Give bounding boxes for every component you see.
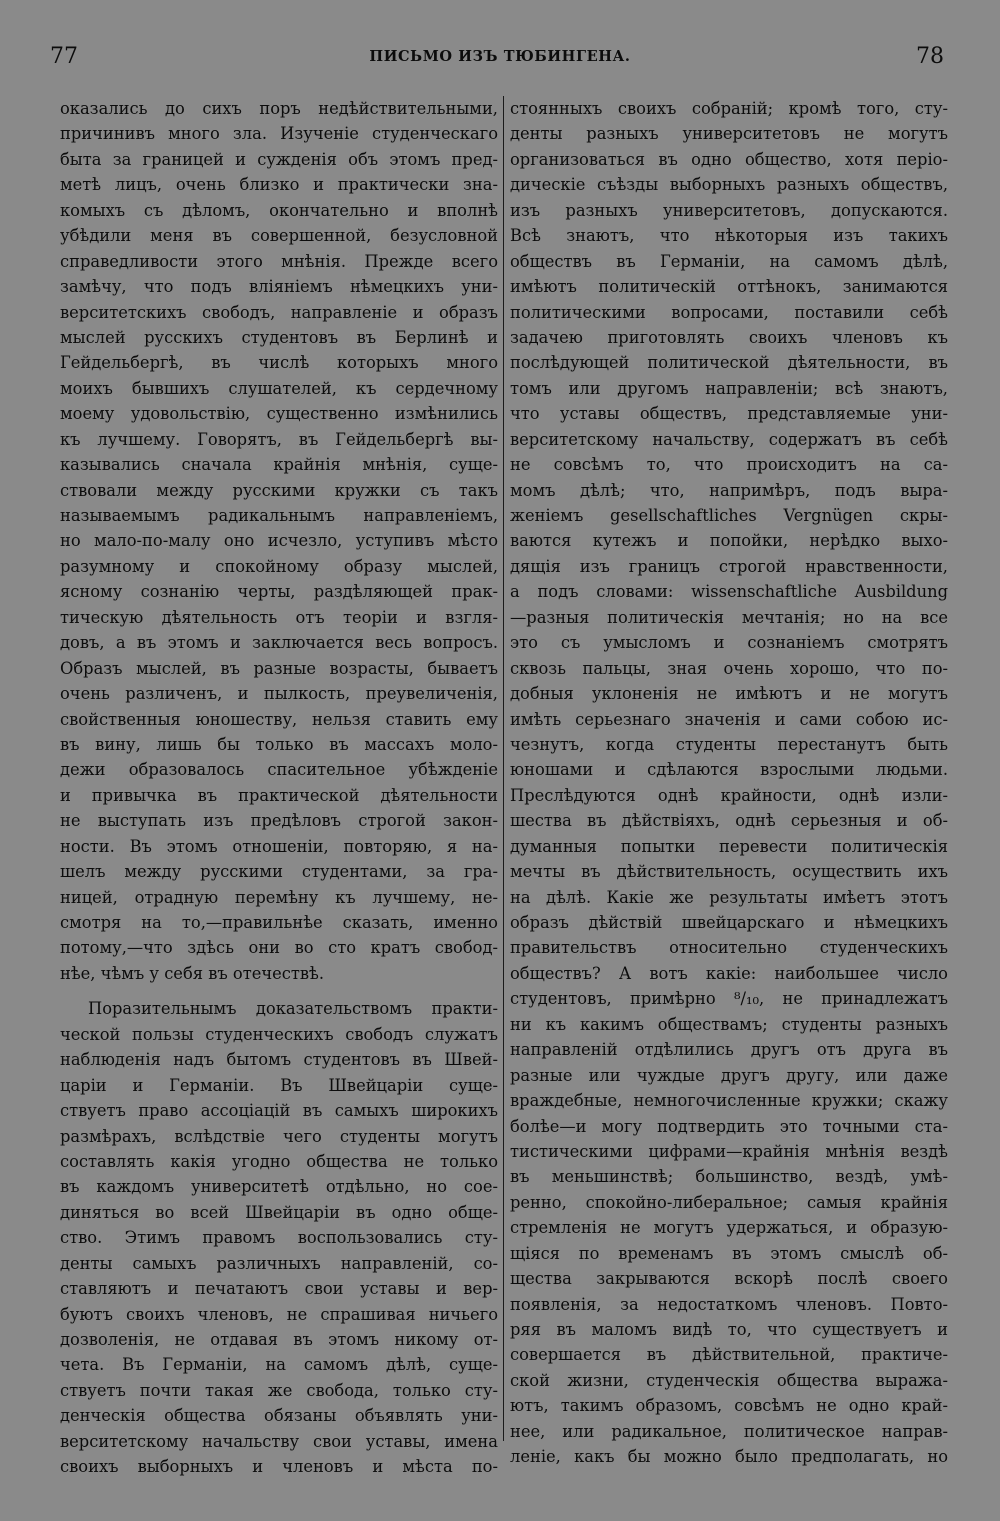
text-line: смотря на то,—правильнѣе сказать, именно	[60, 913, 498, 932]
text-line: имѣютъ политическій оттѣнокъ, занимаются	[510, 277, 948, 297]
text-line: мечты въ дѣйствительность, осуществить ихъ	[510, 862, 948, 882]
text-line: наблюденія надъ бытомъ студентовъ въ Швей-	[60, 1050, 498, 1070]
text-line: моему удовольствію, существенно измѣнились	[60, 404, 498, 424]
text-line: тическую дѣятельность отъ теоріи и взгля-	[60, 607, 498, 627]
text-line: Гейдельбергѣ, въ числѣ которыхъ много	[60, 353, 498, 373]
right-text-column	[510, 96, 948, 1470]
page-number-right: 78	[916, 44, 944, 69]
text-line: верситетскому начальству свои уставы, имена	[60, 1431, 498, 1451]
text-line: не совсѣмъ то, что происходитъ на са-	[510, 455, 948, 475]
text-line: мыслей русскихъ студентовъ въ Берлинѣ и	[60, 327, 498, 347]
text-line: казывались сначала крайнія мнѣнія, суще-	[60, 455, 498, 475]
text-line: —разныя политическія мечтанія; но на все	[510, 607, 948, 627]
text-line: размѣрахъ, вслѣдствіе чего студенты могутъ	[60, 1126, 498, 1146]
text-line: въ каждомъ университетѣ отдѣльно, но сое-	[60, 1177, 498, 1197]
page-header	[50, 42, 950, 76]
text-line: потому,—что здѣсь они во сто кратъ свобод-	[60, 938, 498, 958]
text-line: болѣе—и могу подтвердить это точными ста-	[510, 1116, 948, 1136]
text-line: ваются кутежъ и попойки, нерѣдко выхо-	[510, 531, 948, 551]
text-line: ствуетъ право ассоціацій въ самыхъ широкихъ	[60, 1101, 498, 1121]
text-line: дозволенія, не отдавая въ этомъ никому от-	[60, 1330, 498, 1349]
text-line: это съ умысломъ и сознаніемъ смотрятъ	[510, 633, 948, 653]
text-line: послѣдующей политической дѣятельности, въ	[510, 353, 948, 373]
text-line: дежи образовалось спасительное убѣжденіе	[60, 760, 498, 780]
text-line: царіи и Германіи. Въ Швейцаріи суще-	[60, 1075, 498, 1095]
text-line: верситетскихъ свободъ, направленіе и образъ	[60, 302, 498, 322]
text-line: денты самыхъ различныхъ направленій, со-	[60, 1253, 498, 1273]
text-line: на дѣлѣ. Какіе же результаты имѣетъ этотъ	[510, 887, 948, 907]
text-line: называемымъ радикальнымъ направленіемъ,	[60, 506, 498, 525]
text-line: ческой пользы студенческихъ свободъ служатъ	[60, 1024, 498, 1044]
text-line: верситетскому начальству, содержатъ въ себѣ	[510, 429, 948, 449]
text-line: леніе, какъ бы можно было предполагать, но	[510, 1447, 948, 1467]
text-line: составлять какія угодно общества не только	[60, 1151, 498, 1171]
text-line: Образъ мыслей, въ разные возрасты, бываетъ	[60, 658, 498, 678]
text-line: ставляютъ и печатаютъ свои уставы и вер-	[60, 1279, 498, 1299]
text-line: справедливости этого мнѣнія. Прежде всего	[60, 251, 498, 271]
text-line: обществъ въ Германіи, на самомъ дѣлѣ,	[510, 251, 948, 271]
text-line: денты разныхъ университетовъ не могутъ	[510, 124, 948, 144]
text-line: нѣе, чѣмъ у себя въ отечествѣ.	[60, 963, 325, 983]
text-line: ности. Въ этомъ отношеніи, повторяю, я на-	[60, 836, 498, 856]
text-line: своихъ выборныхъ и членовъ и мѣста по-	[60, 1457, 498, 1477]
text-line: совершается въ дѣйствительной, практиче-	[510, 1345, 948, 1365]
column-divider	[503, 96, 504, 1441]
text-line: что уставы обществъ, представляемые уни-	[510, 404, 948, 424]
text-line: стремленія не могутъ удержаться, и образую-	[510, 1218, 948, 1238]
text-line: а подъ словами: wissenschaftliche Ausbildung	[510, 582, 948, 602]
text-line: томъ или другомъ направленіи; всѣ знаютъ,	[510, 378, 948, 398]
text-line: тистическими цифрами—крайнія мнѣнія вездѣ	[510, 1141, 948, 1161]
text-line: свойственныя юношеству, нельзя ставить ему	[60, 709, 498, 729]
text-line: ствовали между русскими кружки съ такъ	[60, 480, 498, 500]
text-line: нее, или радикальное, политическое направ-	[510, 1421, 948, 1441]
text-line: замѣчу, что подъ вліяніемъ нѣмецкихъ уни-	[60, 277, 498, 297]
text-line: разные или чуждые другъ другу, или даже	[510, 1065, 948, 1085]
text-line: ствуетъ почти такая же свобода, только сту-	[60, 1380, 498, 1400]
text-line: дящія изъ границъ строгой нравственности,	[510, 556, 948, 576]
text-line: къ лучшему. Говорятъ, въ Гейдельбергѣ вы-	[60, 429, 498, 449]
text-line: но мало-по-малу оно исчезло, уступивъ мѣсто	[60, 531, 498, 551]
text-line: враждебные, немногочисленные кружки; скажу	[510, 1091, 948, 1111]
text-line: юношами и сдѣлаются взрослыми людьми.	[510, 760, 948, 780]
text-line: правительствъ относительно студенческихъ	[510, 938, 948, 958]
text-line: образъ дѣйствій швейцарскаго и нѣмецкихъ	[510, 913, 948, 932]
text-line: стоянныхъ своихъ собраній; кромѣ того, сту-	[510, 99, 948, 118]
text-line: ни къ какимъ обществамъ; студенты разныхъ	[510, 1014, 948, 1034]
text-line: женіемъ gesellschaftliches Vergnügen скры-	[510, 506, 948, 525]
paragraph-gap	[60, 986, 498, 996]
text-line: довъ, а въ этомъ и заключается весь вопросъ.	[60, 633, 498, 653]
text-line: диняться во всей Швейцаріи въ одно обще-	[60, 1202, 498, 1222]
text-line: организоваться въ одно общество, хотя періо-	[510, 149, 948, 169]
text-line: буютъ своихъ членовъ, не спрашивая ничьего	[60, 1304, 498, 1324]
text-line: ской жизни, студенческія общества выража-	[510, 1370, 948, 1390]
text-line: ницей, отрадную перемѣну къ лучшему, не-	[60, 887, 498, 907]
text-line: момъ дѣлѣ; что, напримѣръ, подъ выра-	[510, 480, 948, 500]
text-line: причинивъ много зла. Изученіе студенческаго	[60, 124, 498, 144]
text-line: имѣть серьезнаго значенія и сами собою ис-	[510, 709, 948, 729]
text-line: направленій отдѣлились другъ отъ друга въ	[510, 1040, 948, 1060]
text-line: чезнутъ, когда студенты перестанутъ быть	[510, 734, 948, 754]
text-line: быта за границей и сужденія объ этомъ пред-	[60, 149, 498, 169]
text-line: ютъ, такимъ образомъ, совсѣмъ не одно край-	[510, 1396, 948, 1416]
running-title: ПИСЬМО ИЗЪ ТЮБИНГЕНА.	[369, 48, 631, 65]
text-line: задачею приготовлять своихъ членовъ къ	[510, 327, 948, 347]
left-text-column	[60, 96, 498, 1480]
text-line: и привычка въ практической дѣятельности	[60, 785, 498, 805]
text-line: сквозь пальцы, зная очень хорошо, что по-	[510, 658, 948, 678]
text-line: моихъ бывшихъ слушателей, къ сердечному	[60, 378, 498, 398]
text-line: чета. Въ Германіи, на самомъ дѣлѣ, суще-	[60, 1355, 498, 1375]
text-line: обществъ? А вотъ какіе: наибольшее число	[510, 963, 948, 983]
text-line: политическими вопросами, поставили себѣ	[510, 302, 948, 322]
text-line: Всѣ знаютъ, что нѣкоторыя изъ такихъ	[510, 226, 948, 246]
text-line: шества въ дѣйствіяхъ, однѣ серьезныя и об-	[510, 811, 948, 831]
text-line: ряя въ маломъ видѣ то, что существуетъ и	[510, 1320, 948, 1339]
text-line: комыхъ съ дѣломъ, окончательно и вполнѣ	[60, 200, 498, 220]
text-line: денческія общества обязаны объявлять уни-	[60, 1406, 498, 1426]
text-line: убѣдили меня въ совершенной, безусловной	[60, 226, 498, 246]
text-line: очень различенъ, и пылкость, преувеличенія,	[60, 684, 498, 704]
text-line: щіяся по временамъ въ этомъ смыслѣ об-	[510, 1243, 948, 1263]
text-line: Поразительнымъ доказательствомъ практи-	[88, 999, 498, 1019]
text-line: въ меньшинствѣ; большинство, вездѣ, умѣ-	[510, 1167, 948, 1187]
text-line: щества закрываются вскорѣ послѣ своего	[510, 1269, 948, 1289]
text-line: изъ разныхъ университетовъ, допускаются.	[510, 200, 948, 220]
text-line: добныя уклоненія не имѣютъ и не могутъ	[510, 684, 948, 704]
text-line: студентовъ, примѣрно ⁸/₁₀, не принадлежатъ	[510, 989, 948, 1009]
text-line: появленія, за недостаткомъ членовъ. Повто-	[510, 1294, 948, 1314]
text-line: разумному и спокойному образу мыслей,	[60, 556, 498, 576]
page-number-left: 77	[50, 44, 78, 69]
text-line: дическіе съѣзды выборныхъ разныхъ обществъ,	[510, 175, 948, 195]
text-line: въ вину, лишь бы только въ массахъ моло-	[60, 734, 498, 754]
text-line: ясному сознанію черты, раздѣляющей прак-	[60, 582, 498, 602]
text-line: ство. Этимъ правомъ воспользовались сту-	[60, 1228, 498, 1248]
text-line: шелъ между русскими студентами, за гра-	[60, 862, 498, 882]
text-line: Преслѣдуются однѣ крайности, однѣ изли-	[510, 785, 948, 805]
text-line: не выступать изъ предѣловъ строгой закон-	[60, 811, 498, 831]
text-line: метѣ лицъ, очень близко и практически зна-	[60, 175, 498, 195]
text-line: ренно, спокойно-либеральное; самыя крайнія	[510, 1192, 948, 1212]
text-line: думанныя попытки перевести политическія	[510, 836, 948, 856]
text-line: оказались до сихъ поръ недѣйствительными,	[60, 99, 498, 118]
